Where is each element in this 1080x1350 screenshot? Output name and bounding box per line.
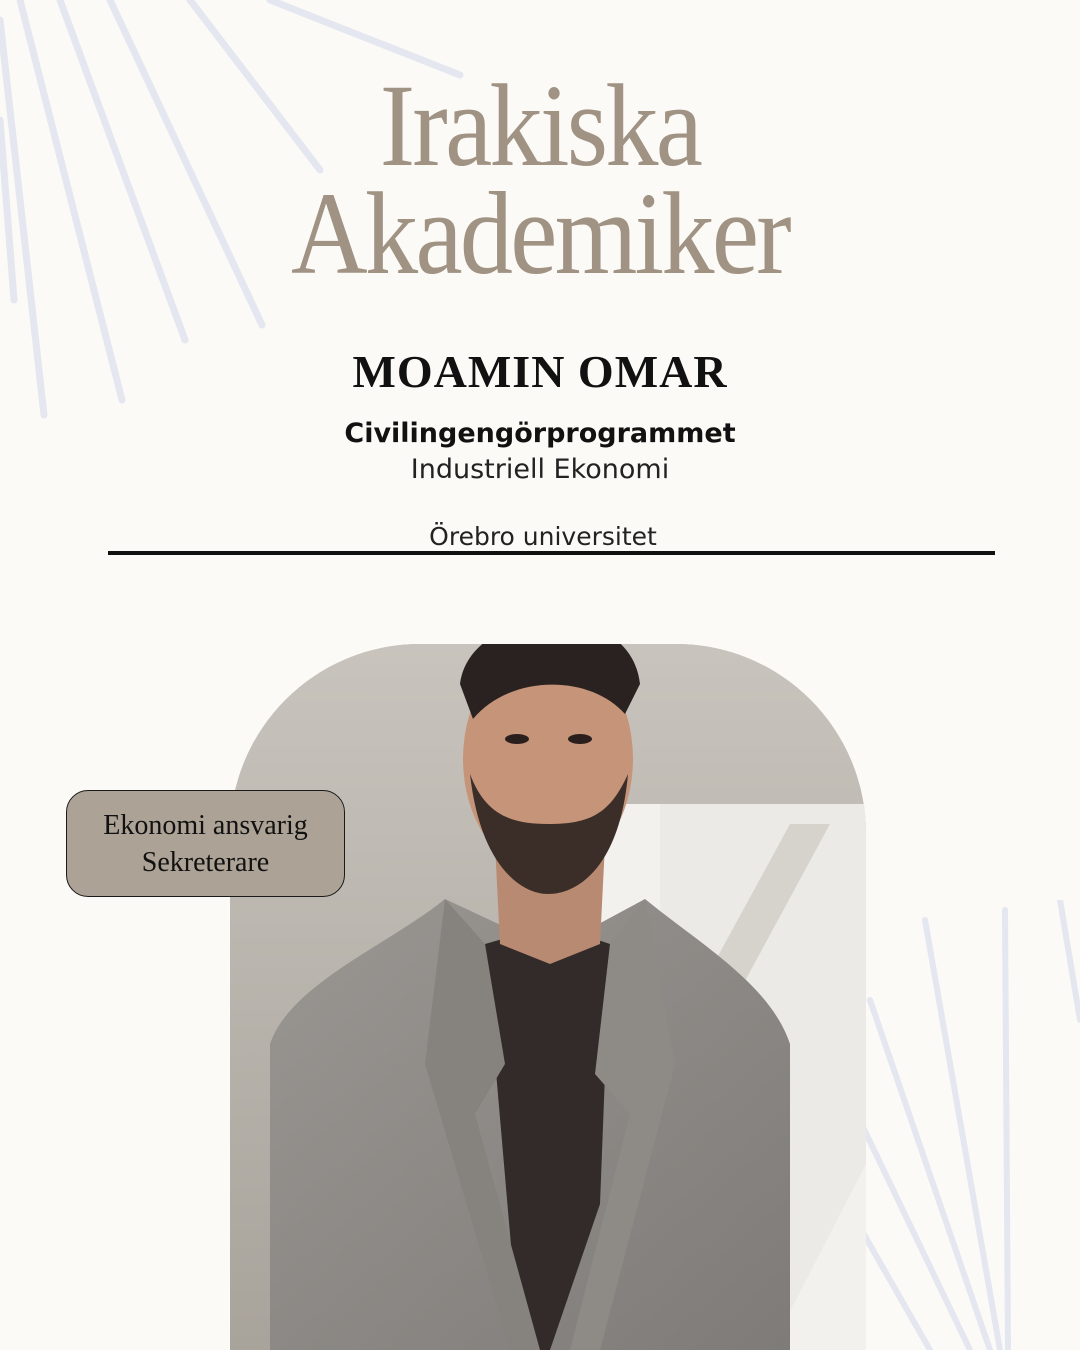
university-name: Örebro universitet (429, 522, 657, 551)
decorative-rays-bottom-right (850, 900, 1080, 1350)
specialization: Industriell Ekonomi (410, 454, 670, 485)
program-name: Civilingengörprogrammet (344, 418, 736, 449)
role-badge (66, 790, 345, 897)
role-label: Sekreterare (141, 846, 270, 878)
person-name: MOAMIN OMAR (352, 346, 728, 397)
role-label: Ekonomi ansvarig (103, 809, 308, 841)
brand-title-line2: Akademiker (291, 168, 789, 299)
divider-line (108, 551, 995, 555)
brand-title-line1: Irakiska (379, 60, 701, 191)
brand-title (54, 60, 1026, 299)
portrait-photo (230, 644, 866, 1350)
portrait-frame (230, 644, 866, 1350)
